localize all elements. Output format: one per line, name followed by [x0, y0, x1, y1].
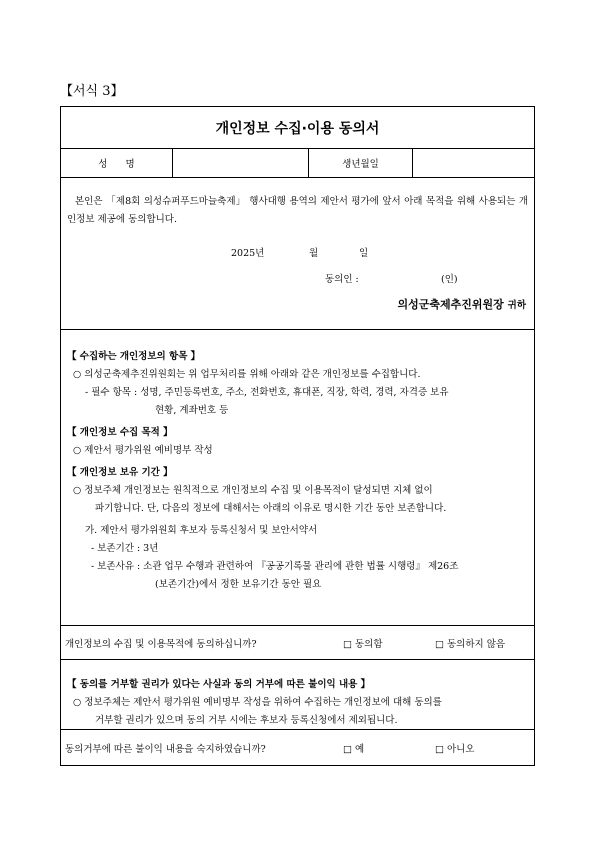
refuse-heading: 【 동의를 거부할 권리가 있다는 사실과 동의 거부에 따른 불이익 내용 】 — [67, 679, 371, 690]
identity-row — [61, 149, 534, 178]
date-year: 2025년 — [231, 248, 265, 259]
addressee-name: 의성군축제추진위원장 — [397, 298, 504, 311]
retention-line: (보존기간)에서 정한 보유기간 동안 필요 — [155, 579, 322, 590]
purpose-line: ○ 제안서 평가위원 예비명부 작성 — [73, 445, 213, 456]
addressee-honorific: 귀하 — [507, 300, 526, 311]
retention-line: - 보존기간 : 3년 — [91, 543, 159, 554]
name-label: 성 명 — [61, 149, 173, 177]
birth-label: 생년월일 — [309, 149, 413, 177]
collect-line: 현황, 계좌번호 등 — [155, 405, 229, 416]
date-day: 일 — [359, 248, 369, 259]
collect-heading: 【 수집하는 개인정보의 항목 】 — [67, 351, 201, 362]
info-section — [61, 330, 534, 626]
date-month: 월 — [309, 248, 319, 259]
consent-form — [60, 106, 535, 766]
form-title: 개인정보 수집·이용 동의서 — [61, 107, 534, 149]
no-checkbox[interactable]: □ 아니오 — [435, 744, 475, 755]
addressee — [398, 296, 526, 312]
birth-field[interactable] — [413, 149, 534, 177]
consent-body: 본인은 「제8회 의성슈퍼푸드마늘축제」 행사대행 용역의 제안서 평가에 앞서 아래 목적을 위해 사용되는 개인정보 제공에 동의합니다. — [67, 196, 528, 225]
refuse-line: 거부할 권리가 있으며 동의 거부 시에는 후보자 등록신청에서 제외됩니다. — [95, 715, 398, 726]
collect-line: ○ 의성군축제추진위원회는 위 업무처리를 위해 아래와 같은 개인정보를 수집합니다. — [73, 369, 421, 380]
retention-line: 가. 제안서 평가위원회 후보자 등록신청서 및 보안서약서 — [85, 525, 318, 536]
acknowledge-question: 동의거부에 따른 불이익 내용을 숙지하였습니까? — [65, 744, 266, 755]
retention-heading: 【 개인정보 보유 기간 】 — [67, 467, 173, 478]
refuse-line: ○ 정보주체는 제안서 평가위원 예비명부 작성을 위하여 수집하는 개인정보에 대해 동의를 — [73, 697, 442, 708]
yes-checkbox[interactable]: □ 예 — [343, 744, 365, 755]
form-number: 【서식 3】 — [60, 84, 124, 99]
retention-line: 파기합니다. 단, 다음의 정보에 대해서는 아래의 이유로 명시한 기간 동안 보존합니다. — [95, 503, 447, 514]
retention-line: ○ 정보주체 개인정보는 원칙적으로 개인정보의 수집 및 이용목적이 달성되면 지체 없이 — [73, 485, 433, 496]
agree-checkbox[interactable]: □ 동의함 — [343, 639, 383, 650]
consent-statement — [61, 178, 534, 330]
seal-mark: (인) — [441, 274, 458, 285]
acknowledge-question-row — [61, 730, 534, 765]
consent-question-row — [61, 626, 534, 660]
signer-label: 동의인 : — [325, 274, 359, 285]
purpose-heading: 【 개인정보 수집 목적 】 — [67, 427, 173, 438]
consent-question: 개인정보의 수집 및 이용목적에 동의하십니까? — [65, 639, 257, 650]
collect-line: - 필수 항목 : 성명, 주민등록번호, 주소, 전화번호, 휴대폰, 직장, 학력, 경력, 자격증 보유 — [85, 387, 449, 398]
name-field[interactable] — [173, 149, 309, 177]
disagree-checkbox[interactable]: □ 동의하지 않음 — [435, 639, 506, 650]
retention-line: - 보존사유 : 소관 업무 수행과 관련하여 『공공기록물 관리에 관한 법률 시행령』 제26조 — [91, 561, 459, 572]
refuse-section — [61, 660, 534, 730]
